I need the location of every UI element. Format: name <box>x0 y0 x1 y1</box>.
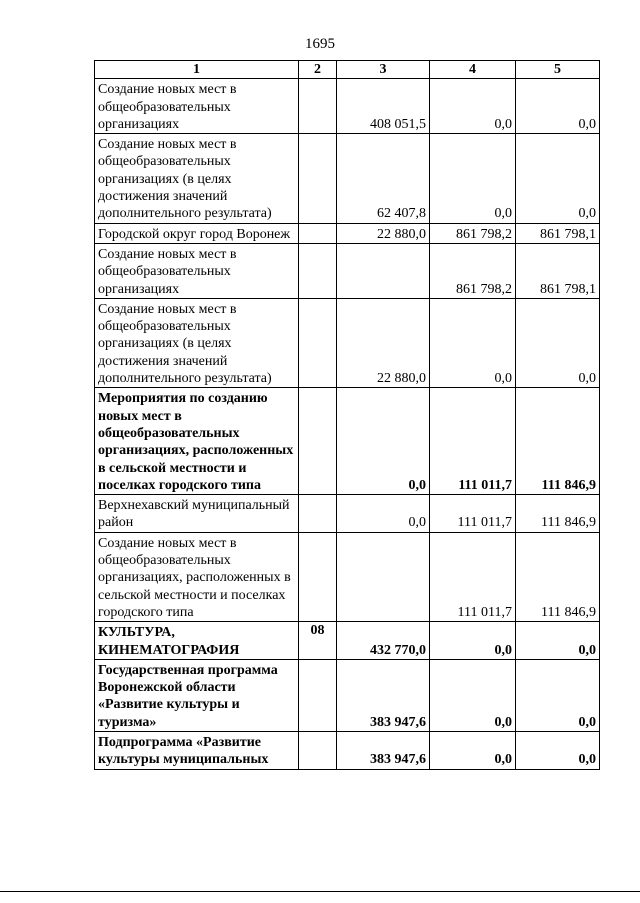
budget-table <box>94 60 600 770</box>
table-row <box>95 532 600 621</box>
table-row <box>95 388 600 495</box>
row-name: Создание новых мест в общеобразовательных организациях (в целях достижения значений дополнительного результата) <box>95 134 299 223</box>
row-code <box>299 388 337 495</box>
row-value-col5: 0,0 <box>516 659 600 731</box>
table-row <box>95 243 600 298</box>
row-value-col3: 383 947,6 <box>337 659 430 731</box>
row-code <box>299 243 337 298</box>
table-row <box>95 134 600 223</box>
header-col-5: 5 <box>516 61 600 79</box>
row-code <box>299 134 337 223</box>
row-value-col4: 861 798,2 <box>430 223 516 243</box>
table-row <box>95 731 600 769</box>
row-value-col3 <box>337 532 430 621</box>
row-name: Создание новых мест в общеобразовательных организациях, расположенных в сельской местности и поселках городского типа <box>95 532 299 621</box>
table-row <box>95 79 600 134</box>
row-value-col4: 111 011,7 <box>430 495 516 533</box>
table-row <box>95 659 600 731</box>
row-name: Создание новых мест в общеобразовательных организациях <box>95 79 299 134</box>
row-value-col4: 0,0 <box>430 731 516 769</box>
row-value-col3: 432 770,0 <box>337 622 430 660</box>
row-value-col5: 111 846,9 <box>516 388 600 495</box>
table-row <box>95 223 600 243</box>
row-value-col5: 0,0 <box>516 134 600 223</box>
row-value-col5: 0,0 <box>516 622 600 660</box>
header-col-3: 3 <box>337 61 430 79</box>
row-code: 08 <box>299 622 337 660</box>
row-value-col4: 111 011,7 <box>430 532 516 621</box>
row-name: Государственная программа Воронежской области «Развитие культуры и туризма» <box>95 659 299 731</box>
row-value-col5: 111 846,9 <box>516 495 600 533</box>
row-code <box>299 223 337 243</box>
row-value-col4: 0,0 <box>430 134 516 223</box>
row-code <box>299 659 337 731</box>
row-name: КУЛЬТУРА, КИНЕМАТОГРАФИЯ <box>95 622 299 660</box>
row-value-col4: 861 798,2 <box>430 243 516 298</box>
row-value-col5: 111 846,9 <box>516 532 600 621</box>
header-row <box>95 61 600 79</box>
row-value-col3: 0,0 <box>337 495 430 533</box>
row-value-col4: 0,0 <box>430 79 516 134</box>
row-code <box>299 731 337 769</box>
row-value-col5: 0,0 <box>516 79 600 134</box>
page-number: 1695 <box>305 36 335 52</box>
row-value-col3: 383 947,6 <box>337 731 430 769</box>
table-row <box>95 495 600 533</box>
row-value-col3: 62 407,8 <box>337 134 430 223</box>
row-value-col5: 0,0 <box>516 731 600 769</box>
row-name: Верхнехавский муниципальный район <box>95 495 299 533</box>
row-name: Подпрограмма «Развитие культуры муниципальных <box>95 731 299 769</box>
row-name: Создание новых мест в общеобразовательных организациях (в целях достижения значений дополнительного результата) <box>95 298 299 387</box>
row-code <box>299 298 337 387</box>
row-value-col3: 22 880,0 <box>337 298 430 387</box>
row-value-col3: 22 880,0 <box>337 223 430 243</box>
row-value-col4: 0,0 <box>430 298 516 387</box>
row-value-col5: 861 798,1 <box>516 223 600 243</box>
table-body <box>95 79 600 769</box>
table-row <box>95 622 600 660</box>
row-code <box>299 79 337 134</box>
header-col-4: 4 <box>430 61 516 79</box>
header-col-1: 1 <box>95 61 299 79</box>
row-name: Мероприятия по созданию новых мест в общеобразовательных организациях, расположенных в сельской местности и поселках городского типа <box>95 388 299 495</box>
table-header <box>95 61 600 79</box>
row-value-col3 <box>337 243 430 298</box>
row-name: Создание новых мест в общеобразовательных организациях <box>95 243 299 298</box>
row-value-col4: 0,0 <box>430 659 516 731</box>
page-bottom-divider <box>0 891 640 892</box>
row-value-col5: 0,0 <box>516 298 600 387</box>
table-row <box>95 298 600 387</box>
row-value-col5: 861 798,1 <box>516 243 600 298</box>
row-value-col4: 0,0 <box>430 622 516 660</box>
row-name: Городской округ город Воронеж <box>95 223 299 243</box>
row-code <box>299 495 337 533</box>
row-value-col4: 111 011,7 <box>430 388 516 495</box>
row-value-col3: 0,0 <box>337 388 430 495</box>
row-code <box>299 532 337 621</box>
header-col-2: 2 <box>299 61 337 79</box>
row-value-col3: 408 051,5 <box>337 79 430 134</box>
